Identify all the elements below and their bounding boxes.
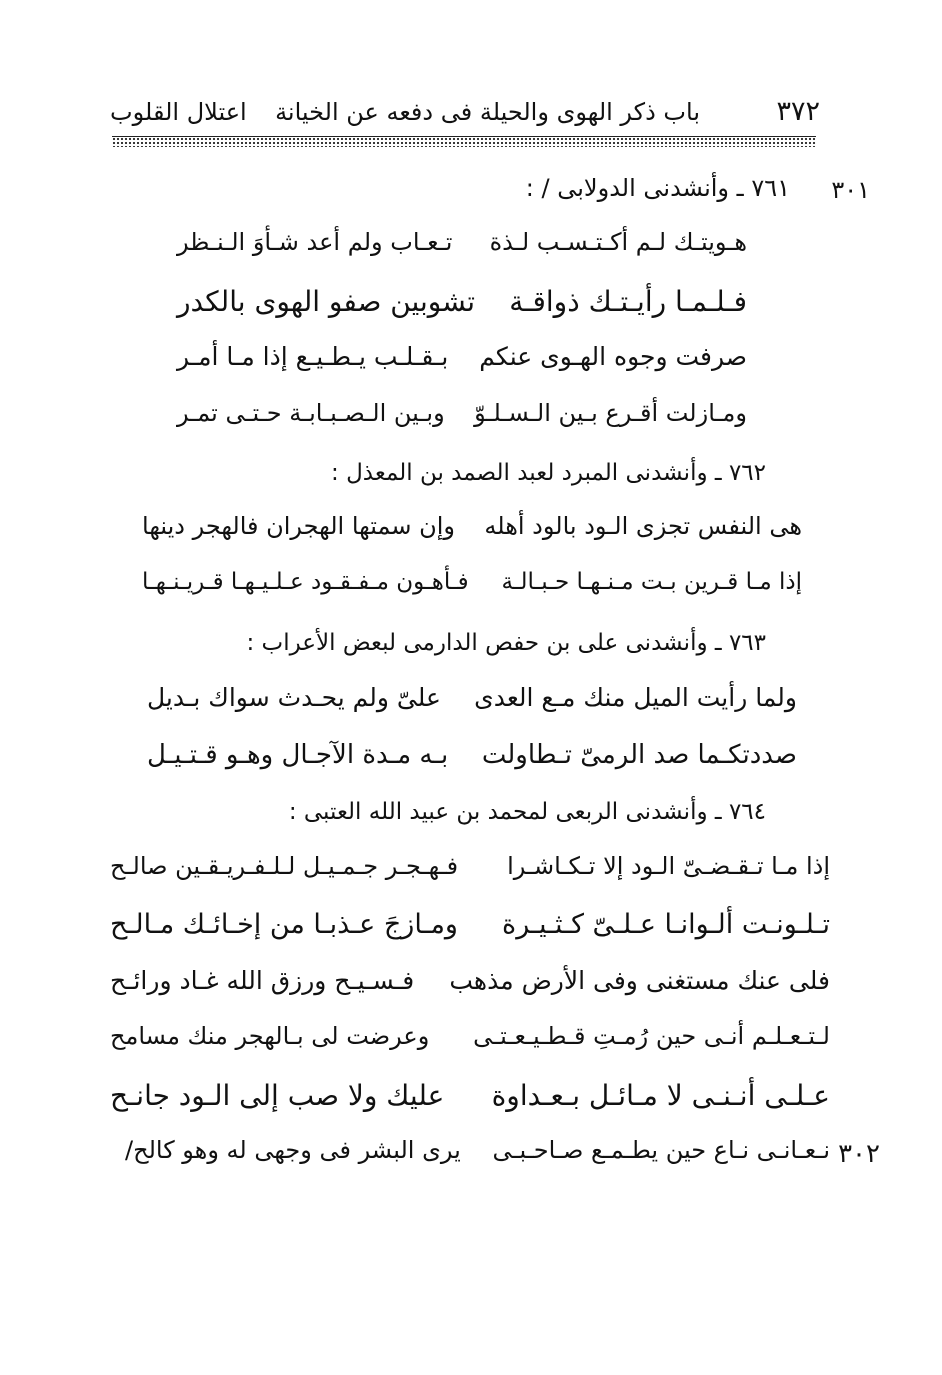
verse-first-hemistich: صددتكـما صد الرمىّ تـطاولت xyxy=(481,740,797,770)
verse-line xyxy=(142,512,802,552)
verse-first-hemistich: هـويتـك لـم أكـتـسـب لـذة xyxy=(489,228,747,256)
section-intro: ـ وأنشدنى الربعى لمحمد بن عبيد الله العتبى : xyxy=(288,799,722,825)
verse-line xyxy=(110,1022,830,1062)
verse-first-hemistich: لـتـعـلـم أنـى حين رُمـتِ قـطـيـعـتـى xyxy=(473,1022,830,1050)
running-header xyxy=(110,92,820,136)
verse-second-hemistich: وإن سمتها الهجران فالهجر دينها xyxy=(142,512,455,540)
verse-first-hemistich: فلى عنك مستغنى وفى الأرض مذهب xyxy=(449,966,830,995)
verse-second-hemistich: بـه مـدة الآجـال وهـو قـتـيـل xyxy=(147,740,449,770)
verse-line xyxy=(147,683,797,723)
verse-line xyxy=(110,852,830,892)
verse-first-hemistich: فـلـمـا رأيـتـك ذواقـة xyxy=(509,285,747,318)
margin-reference: ٣٠١ xyxy=(831,176,870,204)
verse-line xyxy=(125,1136,830,1176)
verse-line xyxy=(177,285,747,325)
verse-second-hemistich: تشوبين صفو الهوى بالكدر xyxy=(177,285,476,318)
section-intro: ـ وأنشدنى الدولابى / : xyxy=(525,174,744,202)
verse-second-hemistich: ومـازجَ عـذبـا من إخـائـك مـالـح xyxy=(110,909,458,940)
verse-second-hemistich: علىّ ولم يحـدث سواك بـديل xyxy=(147,683,441,712)
section-number: ٧٦٤ xyxy=(728,799,766,825)
verse-first-hemistich: ولما رأيت الميل منك مـع العدى xyxy=(474,683,797,712)
verse-second-hemistich: وعرضت لى بـالهجر منك مسامح xyxy=(110,1022,430,1050)
verse-first-hemistich: إذا مـا قـرين بـت مـنـهـا حـبـالـة xyxy=(501,569,802,595)
section-number: ٧٦١ xyxy=(751,174,790,202)
verse-line xyxy=(177,399,747,439)
verse-first-hemistich: إذا مـا تـقـضـىّ الـود إلا تـكـاشـرا xyxy=(507,852,830,880)
book-title: اعتلال القلوب xyxy=(110,98,247,126)
verse-first-hemistich: نـعـانـى نـاع حين يطـمـع صـاحـبـى xyxy=(492,1136,830,1164)
verse-line xyxy=(110,1079,830,1119)
section-heading xyxy=(289,799,766,825)
verse-first-hemistich: هى النفس تجزى الـود بالود أهله xyxy=(484,512,802,540)
verse-second-hemistich: يرى البشر فى وجهى له وهو كالح/ xyxy=(125,1136,461,1164)
verse-second-hemistich: فـأهـون مـفـقـود عـلـيـهـا قـريـنـهـا xyxy=(142,569,469,595)
section-intro: ـ وأنشدنى على بن حفص الدارمى لبعض الأعراب : xyxy=(246,630,722,656)
verse-line xyxy=(147,740,797,780)
verse-first-hemistich: ومـازلت أقـرع بـين الـسـلـوّ xyxy=(474,399,747,427)
verse-second-hemistich: فـهـجـر جـمـيـل لـلـفـريـقـين صالـح xyxy=(110,852,459,880)
verse-first-hemistich: صرفت وجوه الهـوى عنكم xyxy=(479,342,747,371)
verse-second-hemistich: وبـين الـصـبـابـة حـتـى تمـر xyxy=(177,399,445,427)
section-heading xyxy=(331,460,766,486)
header-rule xyxy=(112,136,816,147)
verse-line xyxy=(142,569,802,609)
verse-second-hemistich: عليك ولا صب إلى الـود جانـح xyxy=(110,1079,445,1112)
verse-second-hemistich: بـقـلـب يـطـيـع إذا مـا أمـر xyxy=(177,342,449,371)
verse-second-hemistich: فـسـيـح ورزق الله غـاد ورائـح xyxy=(110,966,415,995)
section-number: ٧٦٢ xyxy=(728,460,766,486)
section-heading xyxy=(526,174,790,202)
section-intro: ـ وأنشدنى المبرد لعبد الصمد بن المعذل : xyxy=(331,460,722,486)
verse-first-hemistich: عـلـى أنـنـى لا مـائـل بـعـداوة xyxy=(491,1079,830,1112)
page-number: ٣٧٢ xyxy=(776,96,820,127)
verse-second-hemistich: تـعـاب ولم أعد شـأوَ الـنـظر xyxy=(177,228,453,256)
verse-line xyxy=(177,228,747,268)
verse-line xyxy=(110,909,830,949)
chapter-title: باب ذكر الهوى والحيلة فى دفعه عن الخيانة xyxy=(275,98,700,126)
section-number: ٧٦٣ xyxy=(728,630,766,656)
verse-line xyxy=(177,342,747,382)
section-heading xyxy=(246,630,766,656)
verse-first-hemistich: تـلـونـت ألـوانـا عـلـىّ كـثـيـرة xyxy=(502,909,830,940)
verse-line xyxy=(110,966,830,1006)
margin-reference: ٣٠٢ xyxy=(838,1139,880,1169)
